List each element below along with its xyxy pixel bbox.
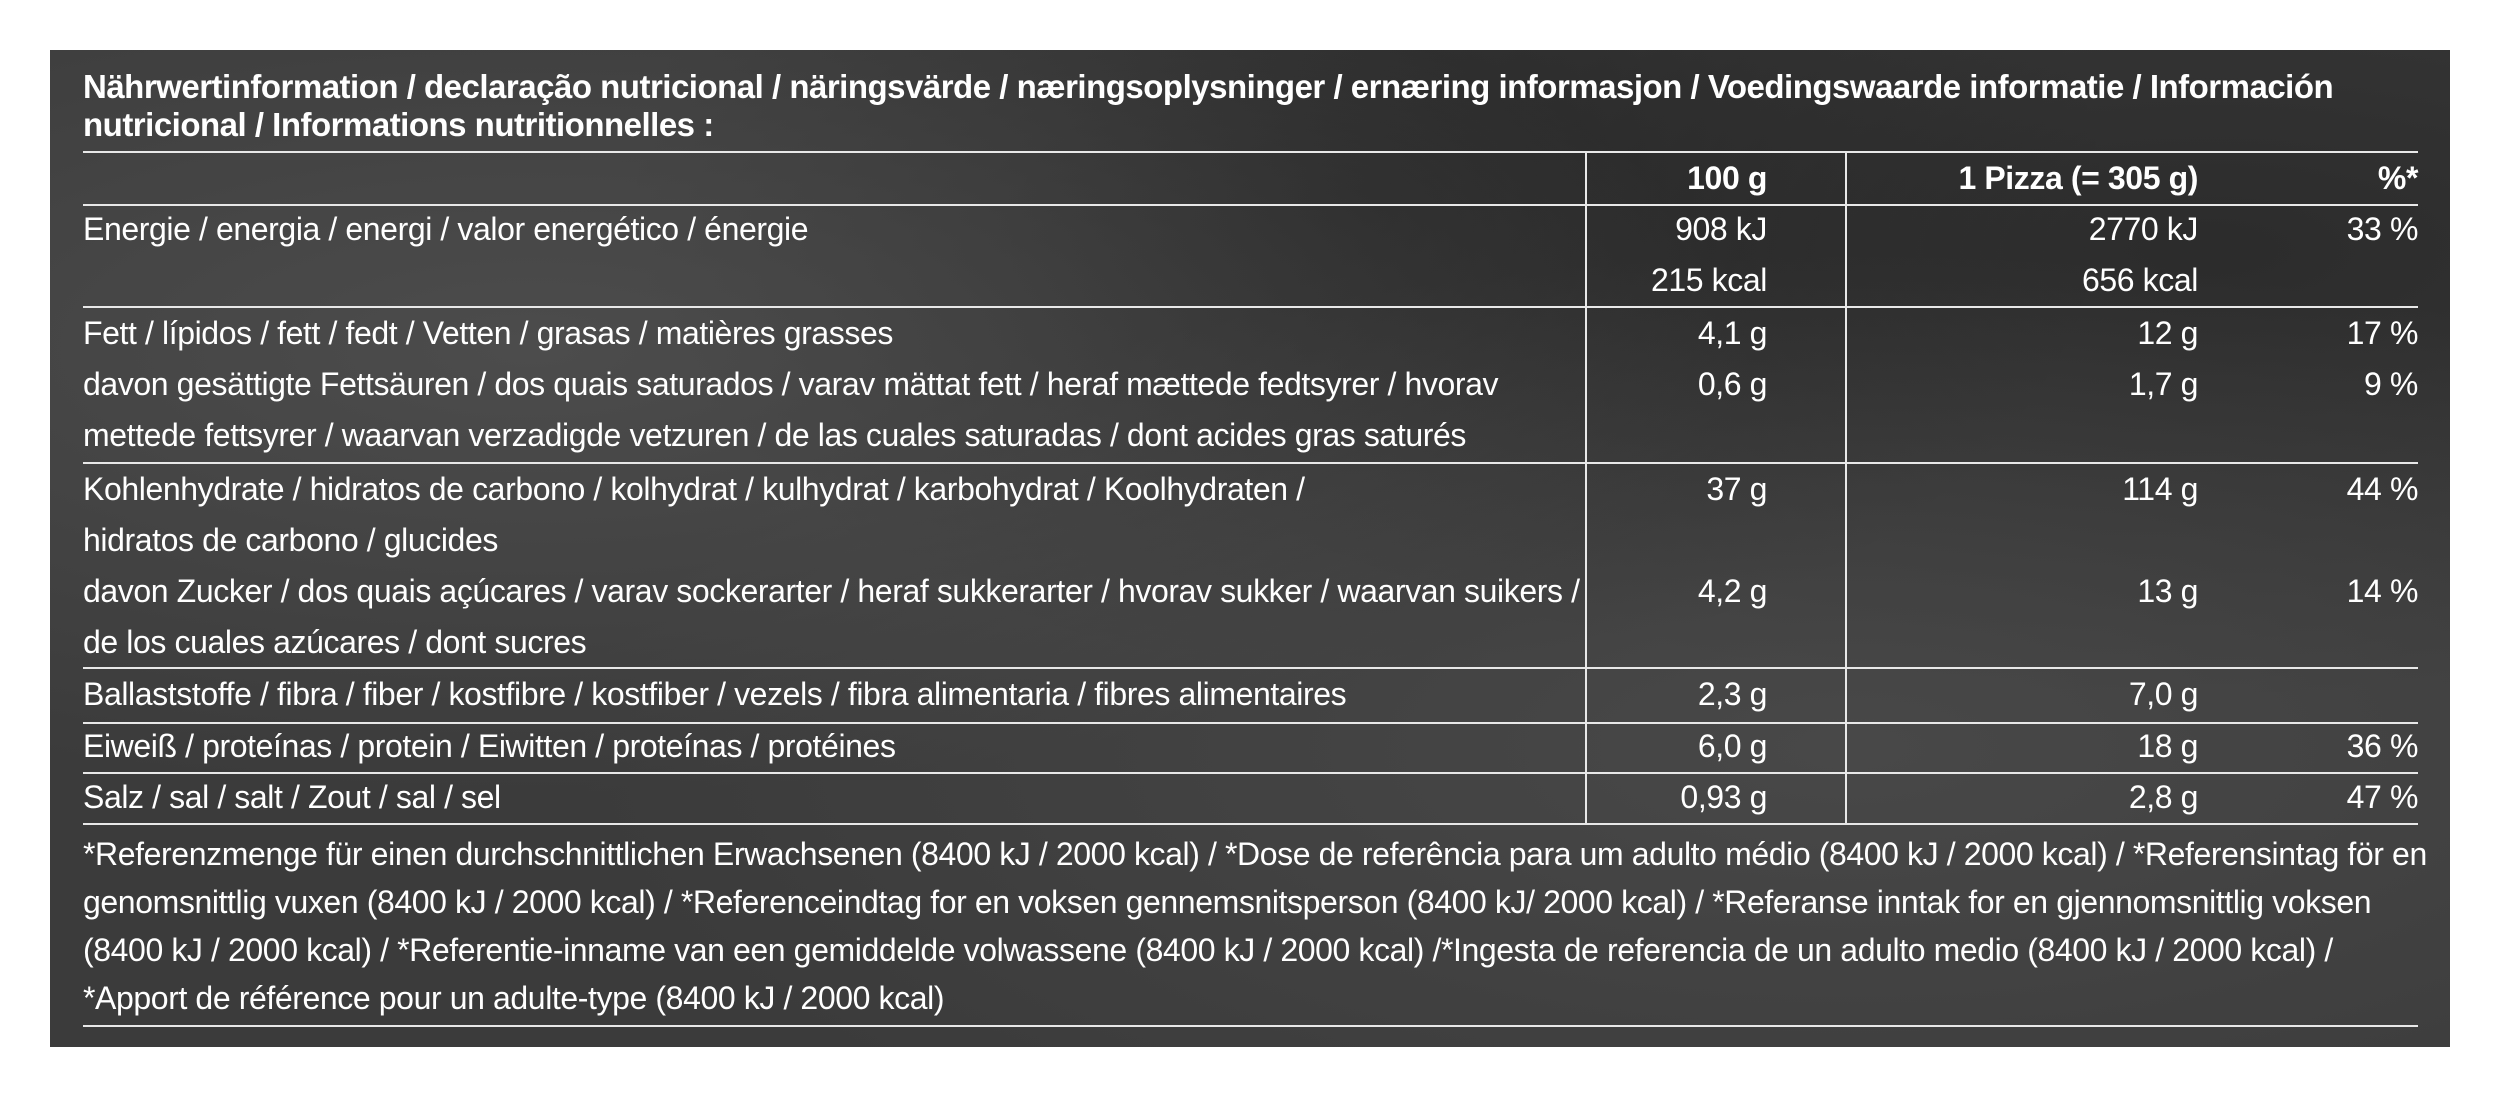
energy-percent: 33 % [2346,211,2418,247]
carbs-100g: 37 g [1706,471,1767,507]
carbs-pizza: 114 g [2122,471,2198,507]
salt-100g: 0,93 g [1680,779,1767,815]
fibre-pizza: 7,0 g [2128,676,2198,712]
saturates-100g: 0,6 g [1697,366,1767,402]
table-title: Nährwertinformation / declaração nutricional / näringsvärde / næringsoplysninger / ernæring informasjon / Voedingswaarde informatie / Información nutricional / Informations nutritionnelles : [83,68,2334,143]
nutrition-panel [50,50,2450,1047]
fibre-label: Ballaststoffe / fibra / fiber / kostfibre / kostfiber / vezels / fibra alimentaria / fibres alimentaires [83,676,1347,712]
energy-kcal-100g: 215 kcal [1651,262,1767,298]
fat-100g: 4,1 g [1697,315,1767,351]
fibre-100g: 2,3 g [1697,676,1767,712]
fat-percent: 17 % [2346,315,2418,351]
energy-kj-pizza: 2770 kJ [2088,211,2198,247]
fat-label: Fett / lípidos / fett / fedt / Vetten / grasas / matières grasses [83,315,893,351]
protein-pizza: 18 g [2137,728,2198,764]
carbs-label-line-2: hidratos de carbono / glucides [83,522,498,558]
sugars-pizza: 13 g [2137,573,2198,609]
rule-bottom [83,1025,2418,1027]
header-per-100g: 100 g [1687,160,1767,196]
salt-label: Salz / sal / salt / Zout / sal / sel [83,779,501,815]
carbs-label-line-1: Kohlenhydrate / hidratos de carbono / kolhydrat / kulhydrat / karbohydrat / Koolhydraten / [83,471,1305,507]
sugars-percent: 14 % [2346,573,2418,609]
sugars-label-line-2: de los cuales azúcares / dont sucres [83,624,587,660]
energy-kj-100g: 908 kJ [1675,211,1767,247]
reference-intake-footnote: *Referenzmenge für einen durchschnittlichen Erwachsenen (8400 kJ / 2000 kcal) / *Dose de referência para um adulto médio (8400 kJ / 2000 kcal) / *Referensintag för en genomsnittlig vuxen (8400 kJ / 2000 kcal) / *Referenceindtag for en voksen gennemsnitsperson (8400 kJ/ 2000 kcal) / *Referanse inntak for en gjennomsnittlig voksen (8400 kJ / 2000 kcal) / *Referentie-inname van een gemiddelde volwassene (8400 kJ / 2000 kcal) /*Ingesta de referencia de un adulto medio (8400 kJ / 2000 kcal) / *Apport de référence pour un adulte-type (8400 kJ / 2000 kcal) [83,836,2427,1016]
header-per-pizza: 1 Pizza (= 305 g) [1958,160,2198,196]
salt-percent: 47 % [2346,779,2418,815]
rule-col-1 [1585,151,1587,823]
fat-pizza: 12 g [2137,315,2198,351]
saturates-label-line-1: davon gesättigte Fettsäuren / dos quais saturados / varav mättat fett / heraf mættede fedtsyrer / hvorav [83,366,1499,402]
saturates-label-line-2: mettede fettsyrer / waarvan verzadigde vetzuren / de las cuales saturadas / dont acides gras saturés [83,417,1466,453]
saturates-pizza: 1,7 g [2128,366,2198,402]
protein-label: Eiweiß / proteínas / protein / Eiwitten / proteínas / protéines [83,728,896,764]
saturates-percent: 9 % [2364,366,2418,402]
energy-kcal-pizza: 656 kcal [2082,262,2198,298]
carbs-percent: 44 % [2346,471,2418,507]
energy-label: Energie / energia / energi / valor energético / énergie [83,211,809,247]
rule-after-salt [83,823,2418,825]
protein-100g: 6,0 g [1697,728,1767,764]
rule-col-2 [1845,151,1847,823]
sugars-label-line-1: davon Zucker / dos quais açúcares / varav sockerarter / heraf sukkerarter / hvorav sukker / waarvan suikers / [83,573,1580,609]
header-percent: %* [2377,160,2418,196]
salt-pizza: 2,8 g [2128,779,2198,815]
sugars-100g: 4,2 g [1697,573,1767,609]
protein-percent: 36 % [2346,728,2418,764]
